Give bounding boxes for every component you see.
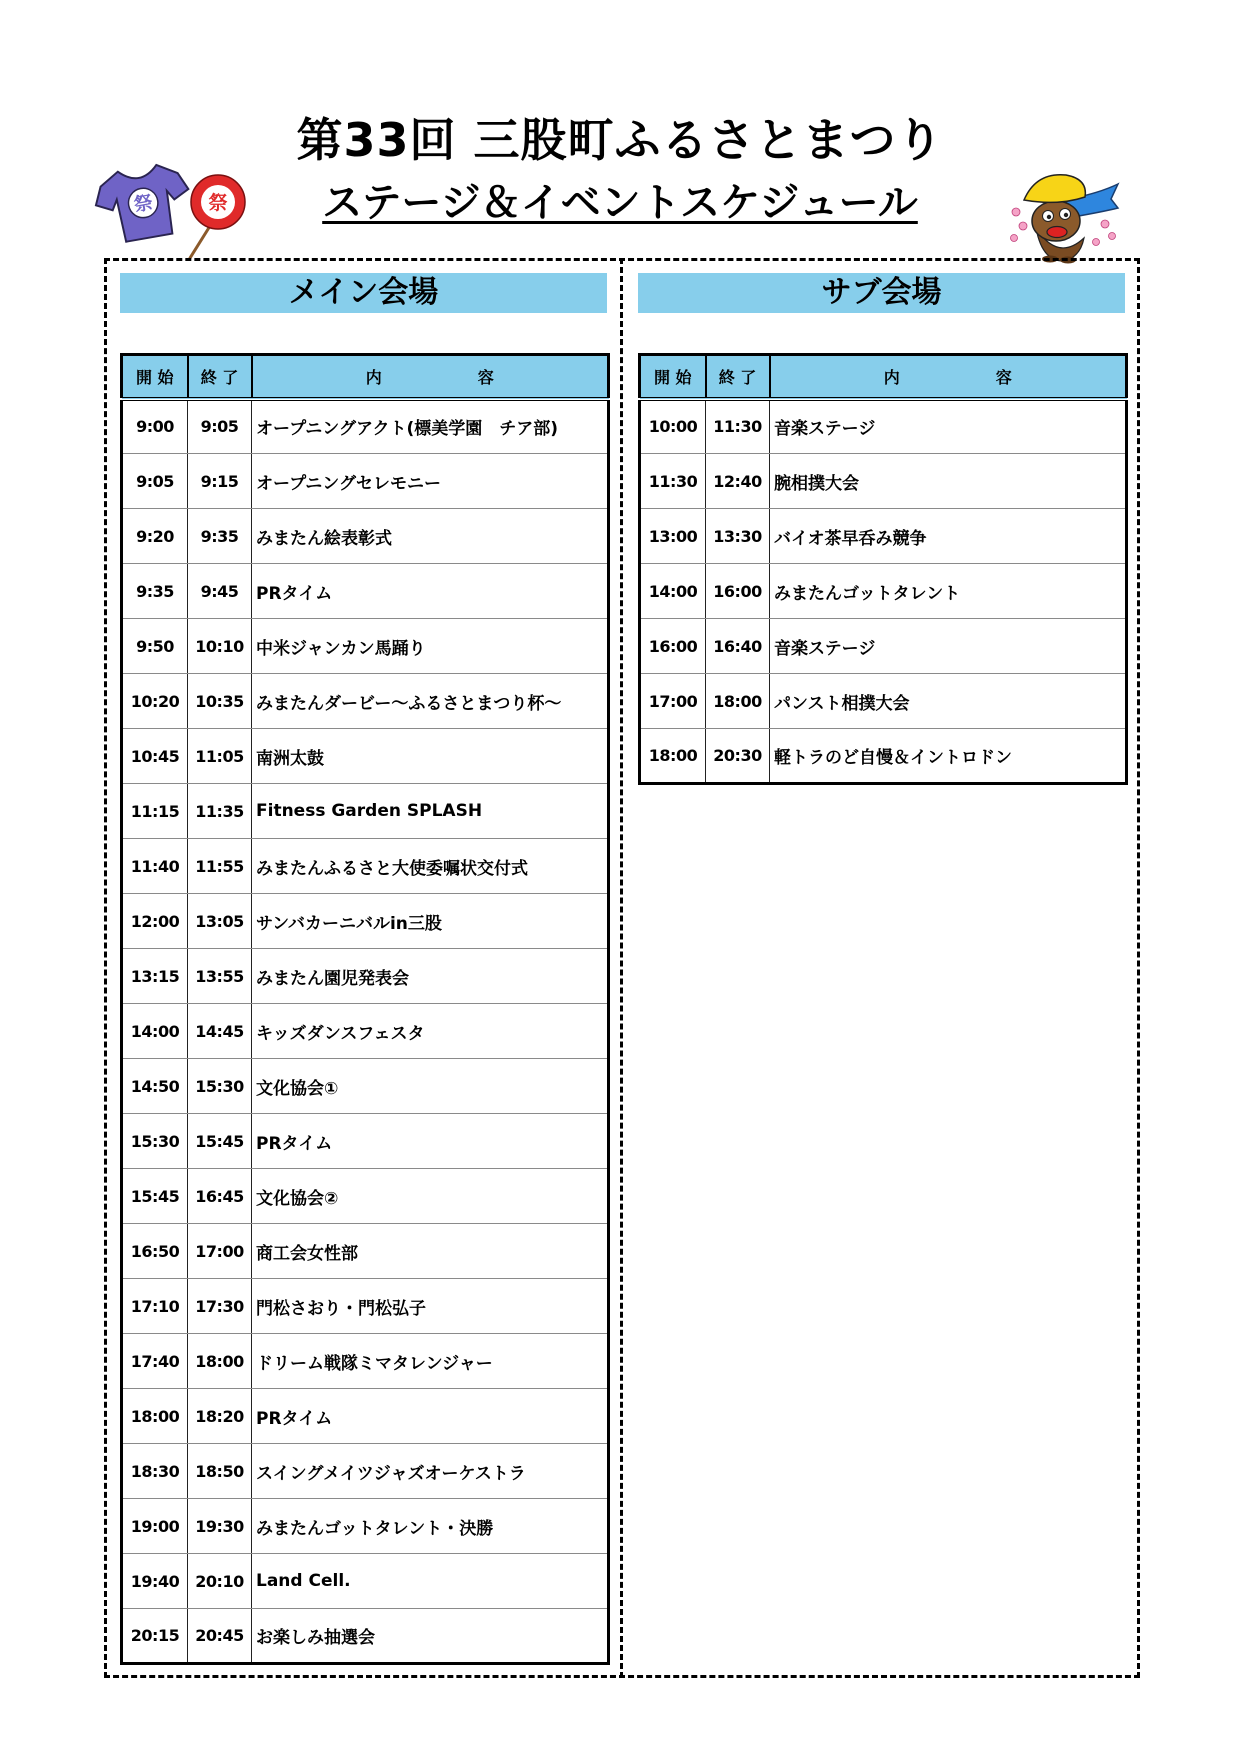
fan-mark: 祭 [208,192,228,214]
start-time: 14:50 [122,1059,188,1114]
program-name: 商工会女性部 [252,1224,609,1279]
table-row [122,564,609,619]
start-time: 17:40 [122,1334,188,1389]
program-name: みまたんゴットタレント [770,564,1127,619]
table-row [122,1499,609,1554]
table-row [122,674,609,729]
end-time: 20:30 [706,729,770,784]
end-time: 18:00 [188,1334,252,1389]
start-time: 15:45 [122,1169,188,1224]
table-row [122,1279,609,1334]
end-time: 19:30 [188,1499,252,1554]
mascot-icon [1008,168,1120,264]
table-row [122,1609,609,1664]
table-row [122,454,609,509]
start-time: 12:00 [122,894,188,949]
end-time: 18:20 [188,1389,252,1444]
end-time: 9:15 [188,454,252,509]
end-time: 13:55 [188,949,252,1004]
end-time: 18:50 [188,1444,252,1499]
end-time: 9:45 [188,564,252,619]
table-row [122,839,609,894]
program-name: Land Cell. [252,1554,609,1609]
program-name: バイオ茶早呑み競争 [770,509,1127,564]
start-time: 11:40 [122,839,188,894]
page-title: 第33回 三股町ふるさとまつり [296,113,944,167]
page-subtitle: ステージ＆イベントスケジュール [322,180,918,226]
table-row [122,729,609,784]
start-time: 10:45 [122,729,188,784]
main-venue-schedule-table [120,353,610,1665]
tshirt-icon [94,158,192,246]
program-name: 文化協会① [252,1059,609,1114]
end-time: 16:45 [188,1169,252,1224]
table-row [122,1334,609,1389]
program-name: みまたん絵表彰式 [252,509,609,564]
end-time: 13:30 [706,509,770,564]
table-row [122,1004,609,1059]
end-time: 17:00 [188,1224,252,1279]
end-time: 12:40 [706,454,770,509]
table-row [122,1554,609,1609]
end-time: 10:10 [188,619,252,674]
program-name: 腕相撲大会 [770,454,1127,509]
table-row [640,729,1127,784]
table-row [640,619,1127,674]
program-name: サンバカーニバルin三股 [252,894,609,949]
column-header-content: 内 容 [252,355,609,399]
end-time: 20:45 [188,1609,252,1664]
table-row [640,399,1127,454]
end-time: 11:30 [706,399,770,454]
program-name: みまたんゴットタレント・決勝 [252,1499,609,1554]
program-name: 門松さおり・門松弘子 [252,1279,609,1334]
table-row [122,1169,609,1224]
start-time: 18:30 [122,1444,188,1499]
start-time: 9:20 [122,509,188,564]
table-row [122,509,609,564]
end-time: 11:35 [188,784,252,839]
main-venue-heading: メイン会場 [120,273,607,313]
program-name: みまたんふるさと大使委嘱状交付式 [252,839,609,894]
tshirt-mark: 祭 [132,192,155,217]
end-time: 11:55 [188,839,252,894]
table-row [122,784,609,839]
start-time: 14:00 [122,1004,188,1059]
table-row [640,674,1127,729]
start-time: 13:15 [122,949,188,1004]
program-name: Fitness Garden SPLASH [252,784,609,839]
table-row [640,509,1127,564]
table-row [122,1114,609,1169]
program-name: パンスト相撲大会 [770,674,1127,729]
sub-venue-heading: サブ会場 [638,273,1125,313]
program-name: みまたん園児発表会 [252,949,609,1004]
start-time: 18:00 [640,729,706,784]
column-header-start: 開 始 [122,355,188,399]
start-time: 20:15 [122,1609,188,1664]
sub-venue-schedule-table [638,353,1128,785]
program-name: 中米ジャンカン馬踊り [252,619,609,674]
column-header-content: 内 容 [770,355,1127,399]
column-header-end: 終 了 [188,355,252,399]
end-time: 18:00 [706,674,770,729]
start-time: 9:00 [122,399,188,454]
table-row [122,399,609,454]
program-name: 南洲太鼓 [252,729,609,784]
start-time: 16:50 [122,1224,188,1279]
start-time: 19:00 [122,1499,188,1554]
start-time: 19:40 [122,1554,188,1609]
start-time: 13:00 [640,509,706,564]
table-row [122,619,609,674]
table-row [122,1389,609,1444]
table-row [122,1224,609,1279]
table-header-row [122,355,609,399]
table-row [122,894,609,949]
program-name: 軽トラのど自慢＆イントロドン [770,729,1127,784]
end-time: 9:05 [188,399,252,454]
start-time: 14:00 [640,564,706,619]
end-time: 16:40 [706,619,770,674]
program-name: キッズダンスフェスタ [252,1004,609,1059]
program-name: お楽しみ抽選会 [252,1609,609,1664]
start-time: 16:00 [640,619,706,674]
start-time: 11:30 [640,454,706,509]
start-time: 17:00 [640,674,706,729]
program-name: みまたんダービー～ふるさとまつり杯～ [252,674,609,729]
table-header-row [640,355,1127,399]
end-time: 15:45 [188,1114,252,1169]
end-time: 20:10 [188,1554,252,1609]
end-time: 10:35 [188,674,252,729]
start-time: 15:30 [122,1114,188,1169]
end-time: 14:45 [188,1004,252,1059]
column-header-end: 終 了 [706,355,770,399]
start-time: 17:10 [122,1279,188,1334]
program-name: 文化協会② [252,1169,609,1224]
start-time: 10:20 [122,674,188,729]
start-time: 9:05 [122,454,188,509]
program-name: 音楽ステージ [770,399,1127,454]
end-time: 11:05 [188,729,252,784]
start-time: 11:15 [122,784,188,839]
program-name: PRタイム [252,1114,609,1169]
program-name: 音楽ステージ [770,619,1127,674]
end-time: 17:30 [188,1279,252,1334]
end-time: 9:35 [188,509,252,564]
program-name: オープニングアクト(標美学園 チア部) [252,399,609,454]
program-name: PRタイム [252,1389,609,1444]
start-time: 10:00 [640,399,706,454]
start-time: 9:50 [122,619,188,674]
end-time: 13:05 [188,894,252,949]
end-time: 15:30 [188,1059,252,1114]
uchiwa-fan-icon [180,172,256,262]
table-row [640,454,1127,509]
venue-divider [620,258,623,1678]
table-row [122,1059,609,1114]
end-time: 16:00 [706,564,770,619]
start-time: 9:35 [122,564,188,619]
table-row [640,564,1127,619]
program-name: ドリーム戦隊ミマタレンジャー [252,1334,609,1389]
table-row [122,949,609,1004]
start-time: 18:00 [122,1389,188,1444]
column-header-start: 開 始 [640,355,706,399]
program-name: PRタイム [252,564,609,619]
program-name: スイングメイツジャズオーケストラ [252,1444,609,1499]
table-row [122,1444,609,1499]
program-name: オープニングセレモニー [252,454,609,509]
